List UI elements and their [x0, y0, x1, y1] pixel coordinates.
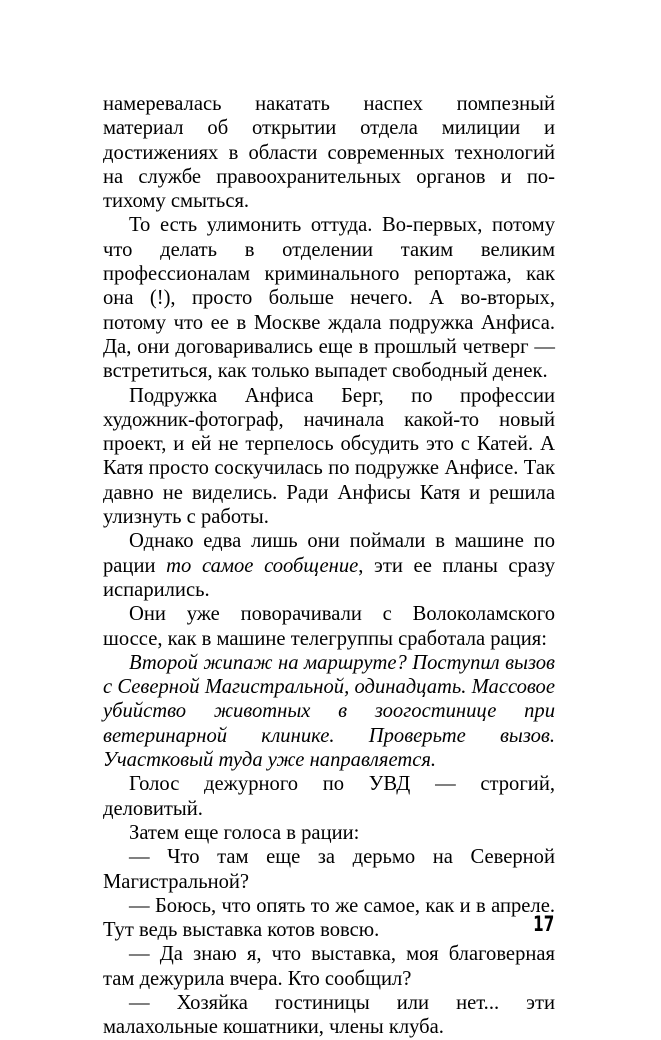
dialogue-line: — Что там еще за дерьмо на Северной Магистральной? — [103, 846, 555, 893]
paragraph: Подружка Анфиса Берг, по профессии художник-фотограф, начинала какой-то новый проект, и ей не терпелось обсудить это с Катей. А Катя просто соскучилась по подружке Анфисе. Так давно не виделись. Ради Анфисы Катя и решила улизнуть с работы. — [103, 384, 555, 529]
paragraph: Голос дежурного по УВД — строгий, деловитый. — [103, 773, 555, 820]
dialogue-line: — Боюсь, что опять то же самое, как и в апреле. Тут ведь выставка котов вовсю. — [103, 894, 555, 942]
paragraph-text: Однако едва лишь они поймали в машине по рации — [103, 530, 555, 577]
paragraph-text: , эти ее планы сразу испарились. — [103, 554, 555, 601]
paragraph: намеревалась накатать наспех помпезный материал об открытии отдела милиции и достижениях в области современных технологий на службе правоохранительных органов и по-тихому смыться. — [103, 93, 555, 213]
body-text — [103, 92, 555, 1040]
dialogue-line: — Да знаю я, что выставка, моя благоверная там дежурила вчера. Кто сообщил? — [103, 943, 555, 990]
emphasis-text: то самое сообщение — [166, 554, 359, 577]
dialogue-line: — Хозяйка гостиницы или нет... эти малахольные кошатники, члены клуба. — [103, 991, 555, 1039]
paragraph — [103, 529, 555, 602]
paragraph: Затем еще голоса в рации: — [129, 821, 360, 844]
radio-message: Второй жипаж на маршруте? Поступил вызов с Северной Магистральной, одинадцать. Массовое убийство животных в зоогостинице при ветеринарной клинике. Проверьте вызов. Участковый туда уже направляется. — [103, 651, 555, 772]
paragraph: То есть улимонить оттуда. Во-первых, потому что делать в отделении таким великим профессионалам криминального репортажа, как она (!), просто больше нечего. А во-вторых, потому что ее в Москве ждала подружка Анфиса. Да, они договаривались еще в прошлый четверг — встретиться, как только выпадет свободный денек. — [103, 214, 555, 383]
paragraph: Они уже поворачивали с Волоколамского шоссе, как в машине телегруппы сработала рация: — [103, 603, 555, 650]
page-number: 17 — [532, 912, 554, 936]
